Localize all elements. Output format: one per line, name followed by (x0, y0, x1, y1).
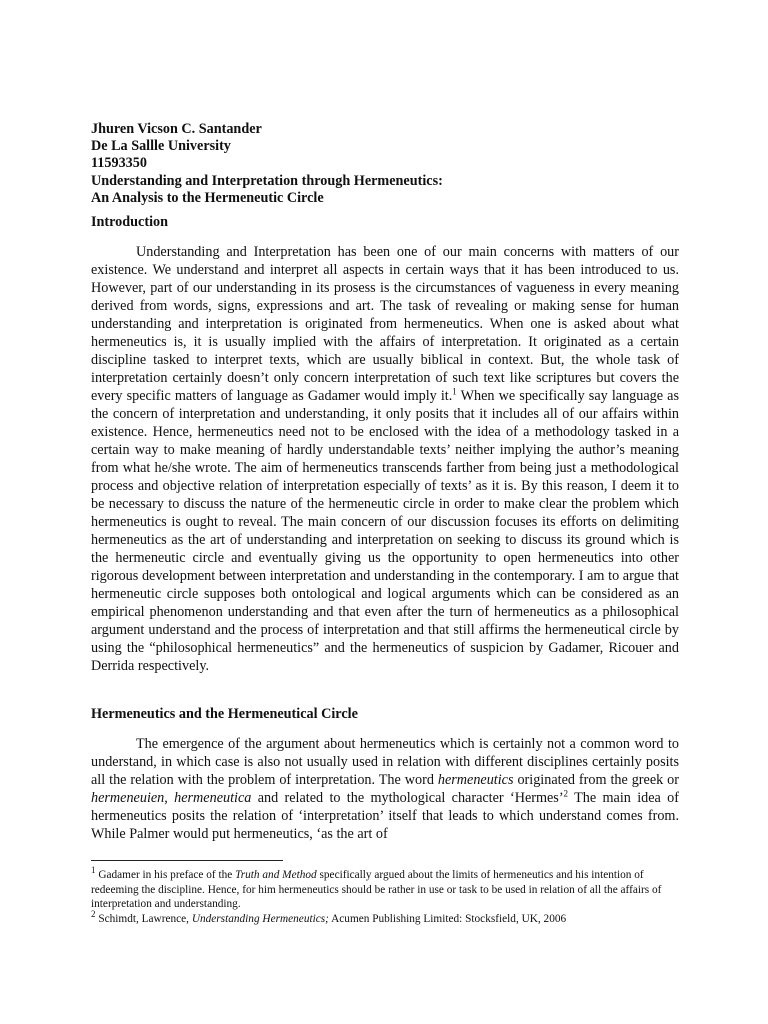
footnote-2-number: 2 (91, 908, 96, 919)
university-name: De La Sallle University (91, 138, 231, 155)
footnote-1-text-b: specifically argued about the limits of hermeneutics and his intention of redeeming the discipline. Hence, for him hermeneutics should be rather in use or task to be used in relation of all the affairs of interpretation and understanding. (91, 869, 662, 910)
italic-term-greek: hermeneuien, hermeneutica (91, 790, 252, 806)
hermeneutics-text-part-3: and related to the mythological character ‘Hermes’ (251, 790, 564, 806)
hermeneutics-text-part-1: The emergence of the argument about hermeneutics which is certainly not a common word to understand, in which case is also not usually used in relation with different disciplines certainly posits all the relation with the problem of interpretation. The word (91, 736, 679, 788)
author-name: Jhuren Vicson C. Santander (91, 121, 262, 137)
footnote-1-text-a: Gadamer in his preface of the (95, 869, 236, 881)
hermeneutics-text-part-4: The main idea of hermeneutics posits the relation of ‘interpretation’ itself that leads to which understand comes from. While Palmer would put hermeneutics, ‘as the art of (91, 790, 679, 842)
italic-term-hermeneutics: hermeneutics (437, 772, 514, 788)
introduction-text-part-2: When we specifically say language as the concern of interpretation and understanding, it only posits that it includes all of our affairs within existence. Hence, hermeneutics need not to be enclosed with the idea of a methodology tasked in a certain way to make meaning of hardly understandable texts’ neither implying the author’s meaning from what he/she wrote. The aim of hermeneutics transcends farther from being just a methodological process and objective relation of interpretation especially of texts’ as it is. By this reason, I deem it to be necessary to discuss the nature of the hermeneutic circle in order to make clear the problem which hermeneutics is ought to reveal. The main concern of our discussion focuses its efforts on delimiting hermeneutics as the art of understanding and interpretation on seeking to discuss its ground which is the hermeneutic circle and eventually giving us the opportunity to open hermeneutics into other rigorous development between interpretation and understanding in the contemporary. I am to argue that hermeneutic circle supposes both ontological and logical arguments which can be considered as an empirical phenomenon understanding and that even after the turn of hermeneutics as a philosophical argument understand and the process of interpretation and that still affirms the hermeneutical circle by using the “philosophical hermeneutics” and the hermeneutics of suspicion by Gadamer, Ricouer and Derrida respectively. (91, 388, 679, 674)
paper-title-line-2: An Analysis to the Hermeneutic Circle (91, 189, 324, 206)
section-heading-hermeneutical-circle: Hermeneutics and the Hermeneutical Circle (91, 706, 358, 722)
hermeneutics-text-part-2: originated from the greek or (513, 772, 679, 788)
footnote-2-text-b: Acumen Publishing Limited: Stocksfield, UK, 2006 (328, 912, 567, 925)
introduction-heading: Introduction (91, 214, 168, 230)
student-id: 11593350 (91, 155, 147, 172)
footnote-ref-2: 2 (563, 788, 569, 799)
hermeneutics-paragraph (91, 735, 679, 843)
footnote-2-text-a: Schimdt, Lawrence, (95, 912, 192, 925)
introduction-paragraph (91, 243, 679, 675)
footnote-1 (91, 865, 671, 912)
footnote-ref-1: 1 (452, 386, 457, 397)
paper-title-line-1: Understanding and Interpretation through Hermeneutics: (91, 172, 443, 189)
introduction-text-part-1: Understanding and Interpretation has been one of our main concerns with matters of our existence. We understand and interpret all aspects in certain ways that it has been introduced to us. However, part of our understanding in its prosess is the circumstances of vagueness in every meaning derived from words, signs, expressions and art. The task of revealing or making sense for human understanding and interpretation is originated from hermeneutics. When one is asked about what hermeneutics is, it is usually implied with the affairs of interpretation. It originated as a certain discipline tasked to interpret texts, which are usually biblical in context. But, the whole task of interpretation certainly doesn’t only concern interpretation of such text like scriptures but covers the every specific matters of language as Gadamer would imply it. (91, 244, 679, 404)
footnote-1-book-title: Truth and Method (235, 869, 317, 881)
footnote-1-number: 1 (91, 865, 96, 876)
footnote-divider (91, 860, 283, 861)
footnote-2 (91, 908, 671, 927)
footnotes (91, 865, 671, 926)
footnote-2-book-title: Understanding Hermeneutics; (191, 912, 329, 925)
document-header (91, 121, 691, 207)
